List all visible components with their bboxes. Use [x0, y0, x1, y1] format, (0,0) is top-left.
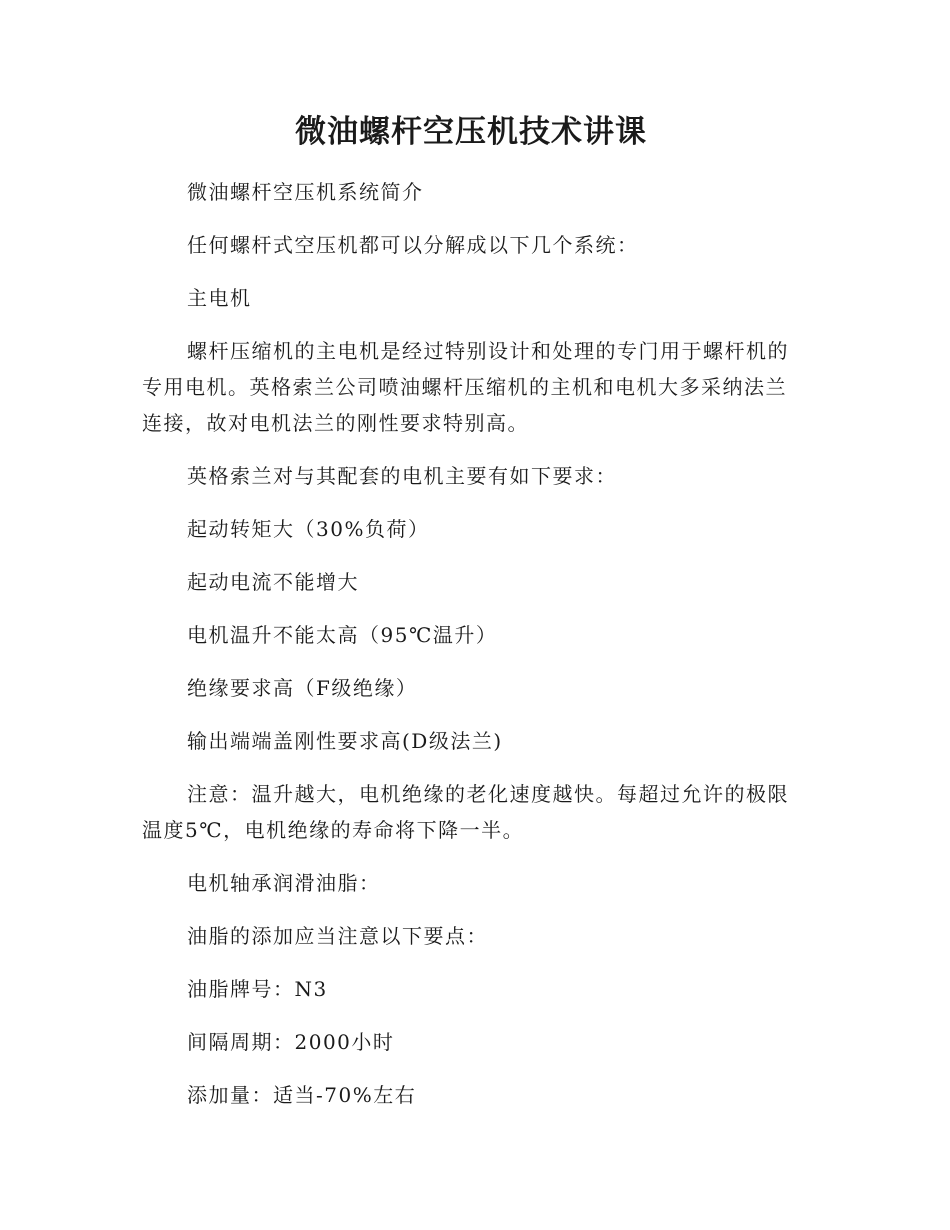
paragraph-grease-interval: 间隔周期：2000小时: [187, 1030, 395, 1054]
paragraph-system-intro: 微油螺杆空压机系统简介: [187, 180, 424, 204]
paragraph-grease-amount: 添加量：适当-70%左右: [187, 1083, 417, 1107]
paragraph-grease-points-intro: 油脂的添加应当注意以下要点：: [187, 924, 488, 948]
paragraph-main-motor-heading: 主电机: [187, 286, 252, 310]
paragraph-requirement-torque: 起动转矩大（30%负荷）: [187, 517, 430, 541]
document-title: 微油螺杆空压机技术讲课: [295, 114, 647, 150]
paragraph-systems-list-intro: 任何螺杆式空压机都可以分解成以下几个系统：: [187, 233, 639, 257]
paragraph-bearing-grease-heading: 电机轴承润滑油脂：: [187, 871, 381, 895]
paragraph-requirement-insulation: 绝缘要求高（F级绝缘）: [187, 676, 418, 700]
paragraph-requirement-current: 起动电流不能增大: [187, 570, 359, 594]
paragraph-requirement-temperature: 电机温升不能太高（95℃温升）: [187, 623, 498, 647]
paragraph-note-temperature: 注意：温升越大，电机绝缘的老化速度越快。每超过允许的极限温度5℃，电机绝缘的寿命将下降一半。: [142, 782, 789, 842]
paragraph-motor-requirements-intro: 英格索兰对与其配套的电机主要有如下要求：: [187, 464, 617, 488]
paragraph-main-motor-description: 螺杆压缩机的主电机是经过特别设计和处理的专门用于螺杆机的专用电机。英格索兰公司喷油螺杆压缩机的主机和电机大多采纳法兰连接，故对电机法兰的刚性要求特别高。: [142, 339, 789, 435]
paragraph-requirement-flange: 输出端端盖刚性要求高(D级法兰): [187, 729, 503, 753]
paragraph-grease-grade: 油脂牌号：N3: [187, 977, 328, 1001]
